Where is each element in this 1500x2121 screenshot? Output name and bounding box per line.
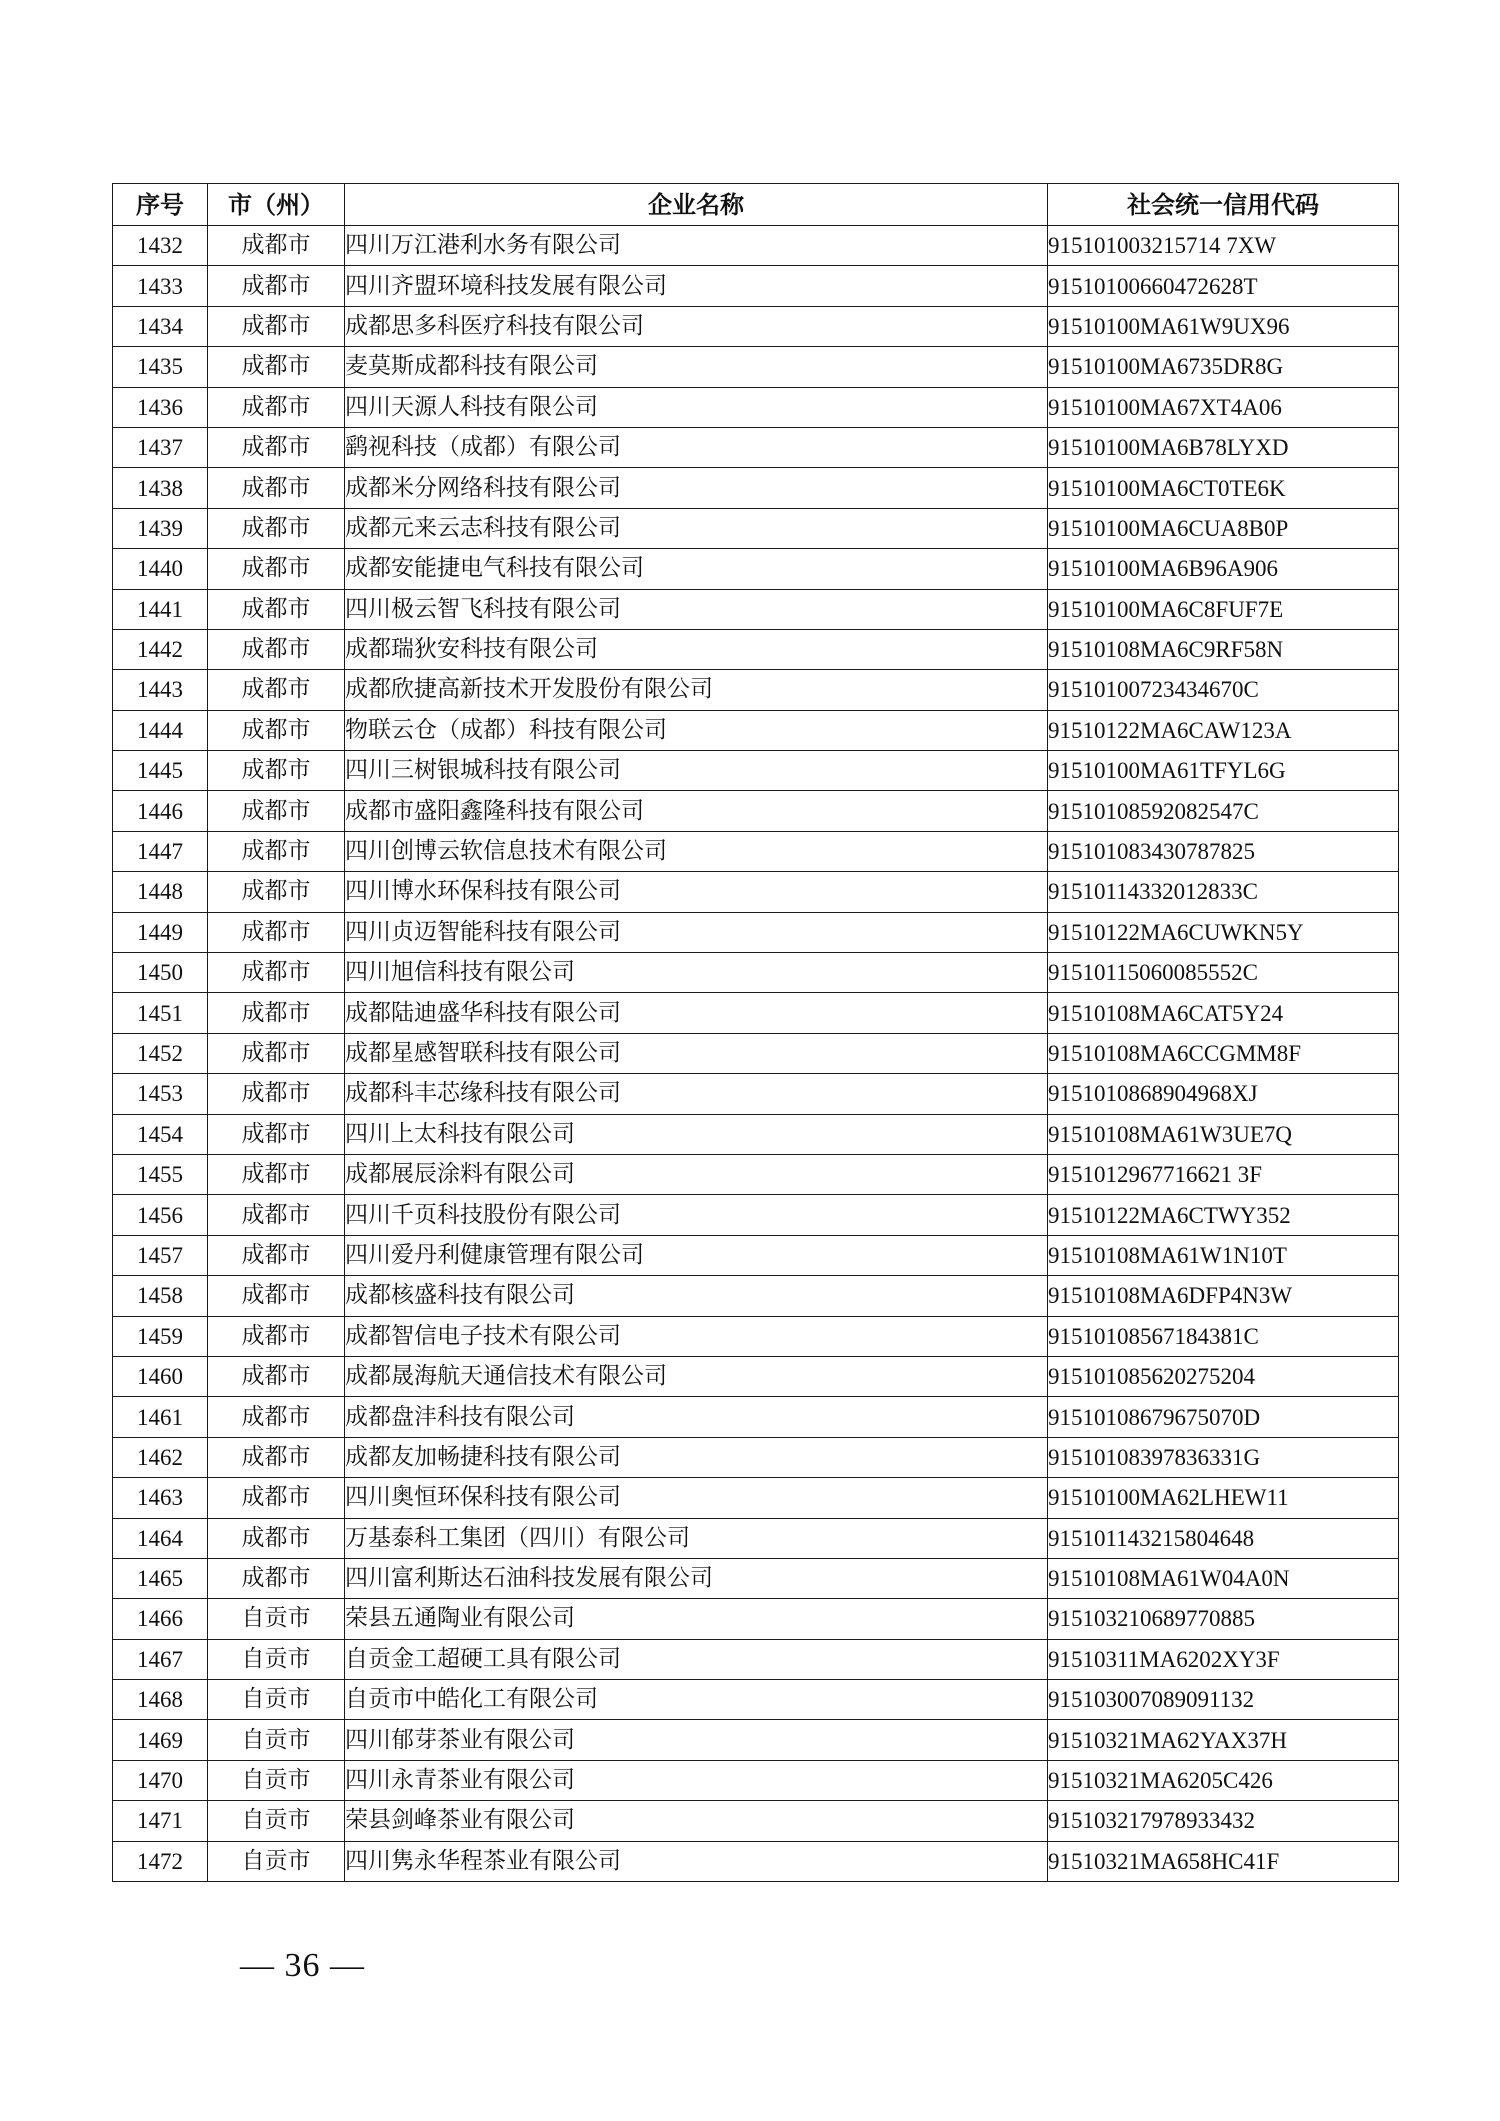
cell-credit-code: 91510108MA6CAT5Y24 (1048, 993, 1399, 1033)
table-row (113, 1599, 1399, 1639)
table-row (113, 670, 1399, 710)
table-row (113, 710, 1399, 750)
cell-credit-code: 915101143215804648 (1048, 1518, 1399, 1558)
cell-city: 成都市 (208, 306, 345, 346)
cell-credit-code: 91510108592082547C (1048, 791, 1399, 831)
cell-enterprise-name: 万基泰科工集团（四川）有限公司 (345, 1518, 1048, 1558)
cell-serial-number: 1447 (113, 831, 208, 871)
cell-serial-number: 1440 (113, 549, 208, 589)
table-row (113, 226, 1399, 266)
cell-serial-number: 1472 (113, 1841, 208, 1881)
cell-credit-code: 91510100MA61TFYL6G (1048, 751, 1399, 791)
cell-enterprise-name: 成都米分网络科技有限公司 (345, 468, 1048, 508)
cell-city: 成都市 (208, 1033, 345, 1073)
cell-serial-number: 1443 (113, 670, 208, 710)
cell-serial-number: 1441 (113, 589, 208, 629)
table-body (113, 226, 1399, 1882)
cell-credit-code: 91510108MA61W1N10T (1048, 1235, 1399, 1275)
table-row (113, 427, 1399, 467)
cell-enterprise-name: 鹞视科技（成都）有限公司 (345, 427, 1048, 467)
header-city: 市（州） (208, 184, 345, 226)
cell-credit-code: 91510100MA61W9UX96 (1048, 306, 1399, 346)
cell-serial-number: 1455 (113, 1154, 208, 1194)
cell-enterprise-name: 四川极云智飞科技有限公司 (345, 589, 1048, 629)
cell-enterprise-name: 四川三树银城科技有限公司 (345, 751, 1048, 791)
cell-credit-code: 91510100MA6CT0TE6K (1048, 468, 1399, 508)
cell-credit-code: 91510100MA62LHEW11 (1048, 1478, 1399, 1518)
cell-credit-code: 91510108MA6C9RF58N (1048, 629, 1399, 669)
cell-serial-number: 1463 (113, 1478, 208, 1518)
table-row (113, 1518, 1399, 1558)
cell-serial-number: 1459 (113, 1316, 208, 1356)
cell-serial-number: 1461 (113, 1397, 208, 1437)
cell-city: 成都市 (208, 872, 345, 912)
table-row (113, 1437, 1399, 1477)
table-row (113, 1639, 1399, 1679)
cell-credit-code: 91510122MA6CUWKN5Y (1048, 912, 1399, 952)
table-row (113, 1114, 1399, 1154)
cell-credit-code: 915103210689770885 (1048, 1599, 1399, 1639)
cell-enterprise-name: 成都元来云志科技有限公司 (345, 508, 1048, 548)
table-row (113, 1033, 1399, 1073)
cell-enterprise-name: 四川富利斯达石油科技发展有限公司 (345, 1558, 1048, 1598)
cell-credit-code: 91510108MA61W3UE7Q (1048, 1114, 1399, 1154)
table-row (113, 1720, 1399, 1760)
table-row (113, 791, 1399, 831)
cell-enterprise-name: 成都科丰芯缘科技有限公司 (345, 1074, 1048, 1114)
cell-enterprise-name: 四川万江港利水务有限公司 (345, 226, 1048, 266)
cell-city: 成都市 (208, 1518, 345, 1558)
cell-serial-number: 1456 (113, 1195, 208, 1235)
cell-city: 成都市 (208, 1397, 345, 1437)
cell-city: 成都市 (208, 347, 345, 387)
cell-serial-number: 1458 (113, 1276, 208, 1316)
cell-serial-number: 1434 (113, 306, 208, 346)
cell-city: 自贡市 (208, 1680, 345, 1720)
table-row (113, 953, 1399, 993)
cell-credit-code: 91510108MA61W04A0N (1048, 1558, 1399, 1598)
table-row (113, 1276, 1399, 1316)
header-serial-number: 序号 (113, 184, 208, 226)
cell-serial-number: 1468 (113, 1680, 208, 1720)
cell-enterprise-name: 四川上太科技有限公司 (345, 1114, 1048, 1154)
cell-serial-number: 1454 (113, 1114, 208, 1154)
cell-city: 成都市 (208, 427, 345, 467)
cell-enterprise-name: 四川郁芽茶业有限公司 (345, 1720, 1048, 1760)
cell-city: 成都市 (208, 387, 345, 427)
cell-enterprise-name: 荣县五通陶业有限公司 (345, 1599, 1048, 1639)
cell-serial-number: 1432 (113, 226, 208, 266)
cell-credit-code: 91510108MA6DFP4N3W (1048, 1276, 1399, 1316)
cell-city: 成都市 (208, 549, 345, 589)
cell-enterprise-name: 四川旭信科技有限公司 (345, 953, 1048, 993)
table-row (113, 1680, 1399, 1720)
cell-credit-code: 91510100660472628T (1048, 266, 1399, 306)
cell-city: 成都市 (208, 1195, 345, 1235)
cell-serial-number: 1442 (113, 629, 208, 669)
cell-credit-code: 9151010868904968XJ (1048, 1074, 1399, 1114)
cell-serial-number: 1449 (113, 912, 208, 952)
table-row (113, 306, 1399, 346)
table-row (113, 1074, 1399, 1114)
cell-serial-number: 1450 (113, 953, 208, 993)
cell-city: 成都市 (208, 468, 345, 508)
cell-enterprise-name: 成都欣捷高新技术开发股份有限公司 (345, 670, 1048, 710)
table-row (113, 266, 1399, 306)
cell-city: 成都市 (208, 226, 345, 266)
cell-city: 自贡市 (208, 1639, 345, 1679)
cell-city: 自贡市 (208, 1599, 345, 1639)
cell-enterprise-name: 麦莫斯成都科技有限公司 (345, 347, 1048, 387)
cell-credit-code: 91510100MA6CUA8B0P (1048, 508, 1399, 548)
table-row (113, 831, 1399, 871)
cell-city: 成都市 (208, 1558, 345, 1598)
cell-city: 成都市 (208, 1114, 345, 1154)
table-row (113, 1195, 1399, 1235)
table-row (113, 468, 1399, 508)
cell-serial-number: 1470 (113, 1760, 208, 1800)
cell-city: 成都市 (208, 1276, 345, 1316)
cell-enterprise-name: 成都陆迪盛华科技有限公司 (345, 993, 1048, 1033)
table-row (113, 1154, 1399, 1194)
cell-city: 成都市 (208, 1074, 345, 1114)
cell-serial-number: 1448 (113, 872, 208, 912)
cell-city: 成都市 (208, 266, 345, 306)
cell-enterprise-name: 四川博水环保科技有限公司 (345, 872, 1048, 912)
cell-city: 成都市 (208, 508, 345, 548)
cell-credit-code: 91510100723434670C (1048, 670, 1399, 710)
cell-serial-number: 1452 (113, 1033, 208, 1073)
cell-enterprise-name: 成都核盛科技有限公司 (345, 1276, 1048, 1316)
cell-serial-number: 1433 (113, 266, 208, 306)
cell-serial-number: 1471 (113, 1801, 208, 1841)
cell-enterprise-name: 自贡金工超硬工具有限公司 (345, 1639, 1048, 1679)
table-row (113, 1235, 1399, 1275)
cell-enterprise-name: 四川贞迈智能科技有限公司 (345, 912, 1048, 952)
cell-serial-number: 1466 (113, 1599, 208, 1639)
cell-city: 自贡市 (208, 1801, 345, 1841)
cell-enterprise-name: 成都星感智联科技有限公司 (345, 1033, 1048, 1073)
table-row (113, 549, 1399, 589)
cell-enterprise-name: 成都盘沣科技有限公司 (345, 1397, 1048, 1437)
cell-city: 成都市 (208, 710, 345, 750)
table-row (113, 508, 1399, 548)
table-row (113, 1760, 1399, 1800)
table-row (113, 629, 1399, 669)
cell-city: 成都市 (208, 1478, 345, 1518)
cell-city: 成都市 (208, 953, 345, 993)
cell-credit-code: 91510311MA6202XY3F (1048, 1639, 1399, 1679)
cell-city: 成都市 (208, 1235, 345, 1275)
table-row (113, 1478, 1399, 1518)
cell-credit-code: 91510122MA6CTWY352 (1048, 1195, 1399, 1235)
cell-enterprise-name: 四川奥恒环保科技有限公司 (345, 1478, 1048, 1518)
table-row (113, 1397, 1399, 1437)
cell-credit-code: 9151012967716621 3F (1048, 1154, 1399, 1194)
cell-serial-number: 1439 (113, 508, 208, 548)
table-row (113, 993, 1399, 1033)
cell-enterprise-name: 物联云仓（成都）科技有限公司 (345, 710, 1048, 750)
table-row (113, 1841, 1399, 1881)
cell-credit-code: 91510108MA6CCGMM8F (1048, 1033, 1399, 1073)
table-row (113, 589, 1399, 629)
cell-enterprise-name: 四川永青茶业有限公司 (345, 1760, 1048, 1800)
cell-enterprise-name: 四川创博云软信息技术有限公司 (345, 831, 1048, 871)
cell-city: 自贡市 (208, 1841, 345, 1881)
cell-serial-number: 1451 (113, 993, 208, 1033)
cell-enterprise-name: 成都瑞狄安科技有限公司 (345, 629, 1048, 669)
cell-enterprise-name: 成都安能捷电气科技有限公司 (345, 549, 1048, 589)
table-row (113, 1801, 1399, 1841)
cell-enterprise-name: 成都友加畅捷科技有限公司 (345, 1437, 1048, 1477)
enterprise-table (112, 183, 1399, 1882)
cell-enterprise-name: 成都市盛阳鑫隆科技有限公司 (345, 791, 1048, 831)
cell-enterprise-name: 自贡市中皓化工有限公司 (345, 1680, 1048, 1720)
cell-credit-code: 91510100MA6B78LYXD (1048, 427, 1399, 467)
cell-city: 成都市 (208, 670, 345, 710)
cell-serial-number: 1453 (113, 1074, 208, 1114)
cell-serial-number: 1460 (113, 1356, 208, 1396)
cell-serial-number: 1446 (113, 791, 208, 831)
cell-enterprise-name: 成都智信电子技术有限公司 (345, 1316, 1048, 1356)
header-row (113, 184, 1399, 226)
cell-city: 自贡市 (208, 1760, 345, 1800)
cell-serial-number: 1444 (113, 710, 208, 750)
cell-city: 成都市 (208, 589, 345, 629)
cell-enterprise-name: 荣县剑峰茶业有限公司 (345, 1801, 1048, 1841)
table-row (113, 1316, 1399, 1356)
cell-credit-code: 915101003215714 7XW (1048, 226, 1399, 266)
cell-credit-code: 91510100MA6B96A906 (1048, 549, 1399, 589)
cell-credit-code: 91510321MA62YAX37H (1048, 1720, 1399, 1760)
cell-city: 成都市 (208, 629, 345, 669)
cell-city: 成都市 (208, 1316, 345, 1356)
cell-serial-number: 1464 (113, 1518, 208, 1558)
cell-enterprise-name: 四川齐盟环境科技发展有限公司 (345, 266, 1048, 306)
page-number: — 36 — (240, 1947, 365, 1984)
cell-city: 成都市 (208, 791, 345, 831)
cell-enterprise-name: 成都晟海航天通信技术有限公司 (345, 1356, 1048, 1396)
cell-credit-code: 91510108679675070D (1048, 1397, 1399, 1437)
table-row (113, 347, 1399, 387)
cell-city: 成都市 (208, 1356, 345, 1396)
cell-credit-code: 915103007089091132 (1048, 1680, 1399, 1720)
table-row (113, 751, 1399, 791)
cell-serial-number: 1457 (113, 1235, 208, 1275)
cell-credit-code: 91510115060085552C (1048, 953, 1399, 993)
cell-serial-number: 1467 (113, 1639, 208, 1679)
table-row (113, 912, 1399, 952)
cell-credit-code: 915103217978933432 (1048, 1801, 1399, 1841)
cell-credit-code: 915101085620275204 (1048, 1356, 1399, 1396)
cell-credit-code: 91510100MA67XT4A06 (1048, 387, 1399, 427)
cell-credit-code: 91510100MA6735DR8G (1048, 347, 1399, 387)
header-credit-code: 社会统一信用代码 (1048, 184, 1399, 226)
cell-city: 成都市 (208, 751, 345, 791)
cell-credit-code: 915101083430787825 (1048, 831, 1399, 871)
cell-credit-code: 91510108567184381C (1048, 1316, 1399, 1356)
cell-serial-number: 1436 (113, 387, 208, 427)
cell-city: 成都市 (208, 831, 345, 871)
table-row (113, 1356, 1399, 1396)
cell-credit-code: 91510321MA658HC41F (1048, 1841, 1399, 1881)
cell-serial-number: 1445 (113, 751, 208, 791)
cell-enterprise-name: 成都思多科医疗科技有限公司 (345, 306, 1048, 346)
cell-serial-number: 1437 (113, 427, 208, 467)
cell-enterprise-name: 成都展辰涂料有限公司 (345, 1154, 1048, 1194)
table-row (113, 1558, 1399, 1598)
cell-enterprise-name: 四川爱丹利健康管理有限公司 (345, 1235, 1048, 1275)
cell-serial-number: 1465 (113, 1558, 208, 1598)
cell-city: 成都市 (208, 993, 345, 1033)
cell-city: 自贡市 (208, 1720, 345, 1760)
cell-serial-number: 1469 (113, 1720, 208, 1760)
cell-credit-code: 91510100MA6C8FUF7E (1048, 589, 1399, 629)
cell-enterprise-name: 四川天源人科技有限公司 (345, 387, 1048, 427)
cell-credit-code: 91510321MA6205C426 (1048, 1760, 1399, 1800)
table-row (113, 387, 1399, 427)
cell-city: 成都市 (208, 1154, 345, 1194)
cell-serial-number: 1462 (113, 1437, 208, 1477)
cell-credit-code: 91510108397836331G (1048, 1437, 1399, 1477)
header-enterprise-name: 企业名称 (345, 184, 1048, 226)
cell-serial-number: 1438 (113, 468, 208, 508)
cell-credit-code: 91510122MA6CAW123A (1048, 710, 1399, 750)
table-header (113, 184, 1399, 226)
cell-enterprise-name: 四川千页科技股份有限公司 (345, 1195, 1048, 1235)
table-row (113, 872, 1399, 912)
cell-city: 成都市 (208, 1437, 345, 1477)
cell-enterprise-name: 四川隽永华程茶业有限公司 (345, 1841, 1048, 1881)
cell-serial-number: 1435 (113, 347, 208, 387)
cell-credit-code: 91510114332012833C (1048, 872, 1399, 912)
cell-city: 成都市 (208, 912, 345, 952)
